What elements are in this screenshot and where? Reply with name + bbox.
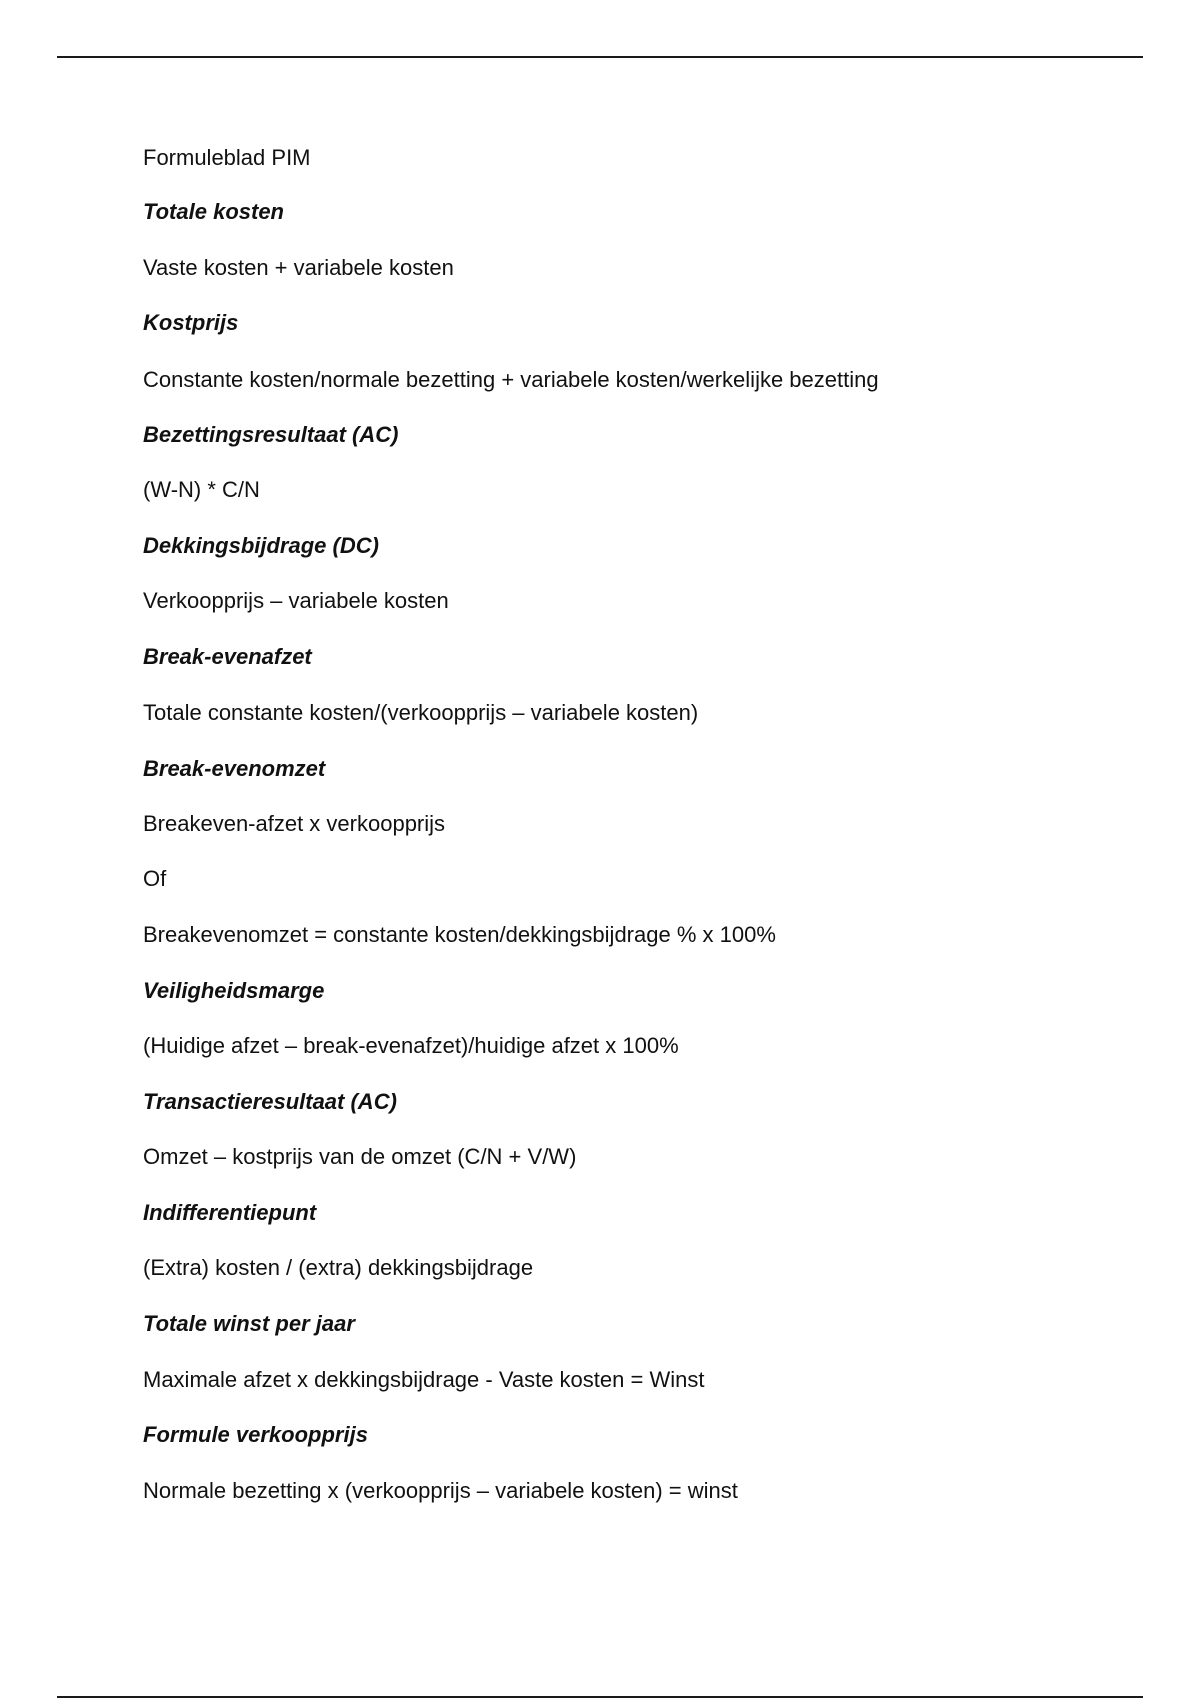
heading-kostprijs: Kostprijs	[143, 310, 239, 335]
formula-break-evenomzet-alt: Breakevenomzet = constante kosten/dekkingsbijdrage % x 100%	[143, 922, 776, 947]
formula-transactieresultaat: Omzet – kostprijs van de omzet (C/N + V/W)	[143, 1144, 577, 1169]
header-rule	[57, 56, 1143, 58]
heading-totale-winst: Totale winst per jaar	[143, 1311, 355, 1336]
heading-break-evenafzet: Break-evenafzet	[143, 644, 312, 669]
formula-dekkingsbijdrage: Verkoopprijs – variabele kosten	[143, 588, 449, 613]
formula-verkoopprijs: Normale bezetting x (verkoopprijs – variabele kosten) = winst	[143, 1478, 738, 1503]
formula-break-evenomzet: Breakeven-afzet x verkoopprijs	[143, 811, 446, 836]
formula-indifferentiepunt: (Extra) kosten / (extra) dekkingsbijdrage	[143, 1255, 534, 1280]
formula-totale-kosten: Vaste kosten + variabele kosten	[143, 255, 454, 280]
formula-break-evenafzet: Totale constante kosten/(verkoopprijs – variabele kosten)	[143, 700, 699, 725]
formula-bezettingsresultaat: (W-N) * C/N	[143, 477, 260, 502]
heading-veiligheidsmarge: Veiligheidsmarge	[143, 978, 325, 1003]
doc-title: Formuleblad PIM	[143, 145, 311, 170]
formula-totale-winst: Maximale afzet x dekkingsbijdrage - Vaste kosten = Winst	[143, 1367, 705, 1392]
heading-bezettingsresultaat: Bezettingsresultaat (AC)	[143, 422, 399, 447]
heading-formule-verkoopprijs: Formule verkoopprijs	[143, 1422, 368, 1447]
heading-transactieresultaat: Transactieresultaat (AC)	[143, 1089, 397, 1114]
footer-rule	[57, 1696, 1143, 1698]
heading-indifferentiepunt: Indifferentiepunt	[143, 1200, 317, 1225]
heading-break-evenomzet: Break-evenomzet	[143, 756, 326, 781]
heading-totale-kosten: Totale kosten	[143, 199, 284, 224]
formula-veiligheidsmarge: (Huidige afzet – break-evenafzet)/huidige afzet x 100%	[143, 1033, 679, 1058]
formula-break-evenomzet-or: Of	[143, 866, 167, 891]
formula-kostprijs: Constante kosten/normale bezetting + variabele kosten/werkelijke bezetting	[143, 367, 879, 392]
heading-dekkingsbijdrage: Dekkingsbijdrage (DC)	[143, 533, 379, 558]
